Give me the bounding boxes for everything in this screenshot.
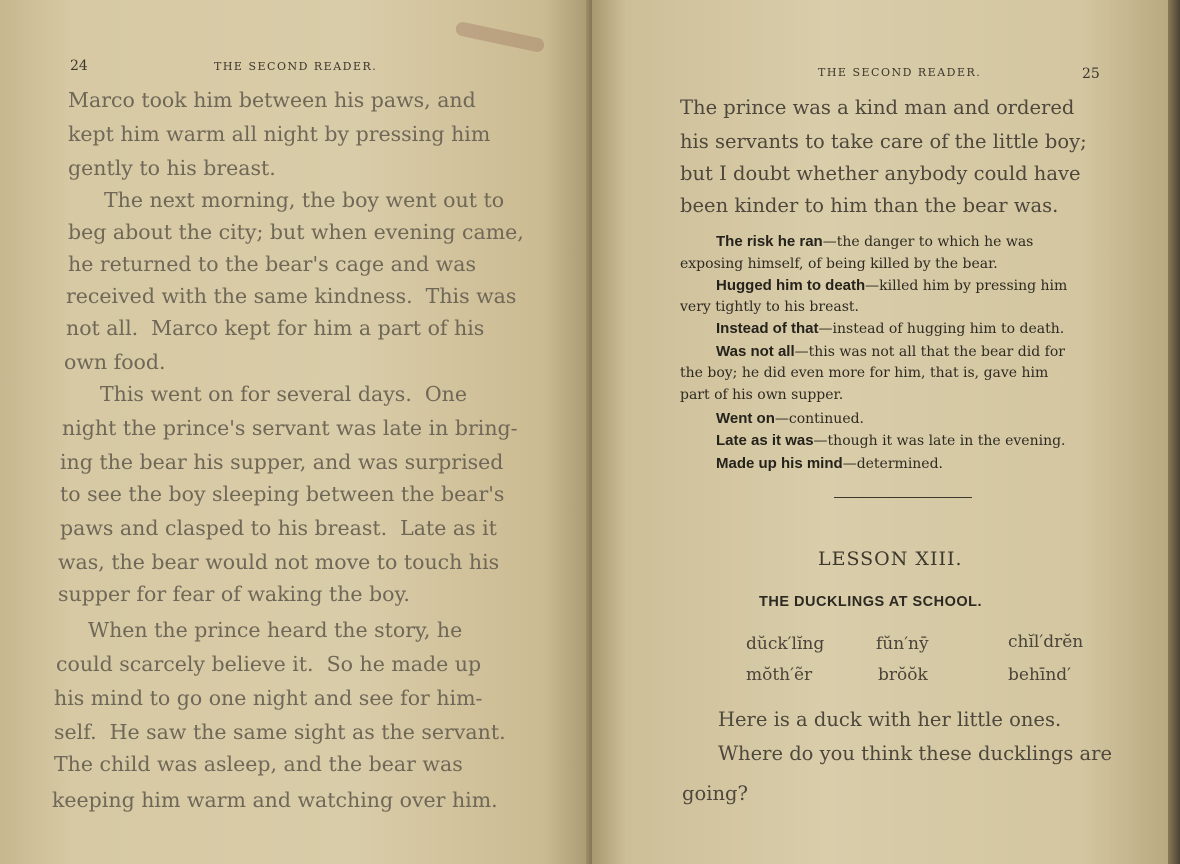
gloss-definition: —continued. <box>774 411 865 427</box>
gloss-definition: —this was not all that the bear did for <box>794 344 1065 360</box>
right-running-header: THE SECOND READER. <box>818 66 982 79</box>
lesson-text-line: Where do you think these ducklings are <box>718 742 1113 765</box>
text-line: The next morning, the boy went out to <box>104 188 505 212</box>
gloss-entry <box>716 233 1033 250</box>
vocabulary-word: mŏth′ẽr <box>746 665 813 685</box>
gloss-definition: —the danger to which he was <box>822 234 1034 250</box>
text-line: could scarcely believe it. So he made up <box>56 652 482 676</box>
text-line: night the prince's servant was late in bring- <box>62 416 518 440</box>
lesson-text-line: Here is a duck with her little ones. <box>718 708 1062 731</box>
text-line: supper for fear of waking the boy. <box>58 582 410 606</box>
gloss-continuation: exposing himself, of being killed by the bear. <box>680 256 998 272</box>
text-line: kept him warm all night by pressing him <box>68 122 491 146</box>
page-stain <box>455 21 546 53</box>
text-line: self. He saw the same sight as the servant. <box>54 720 506 744</box>
text-line: The prince was a kind man and ordered <box>680 96 1075 119</box>
gloss-definition: —determined. <box>842 456 944 472</box>
vocabulary-word: behīnd′ <box>1008 665 1072 685</box>
gloss-entry <box>716 432 1066 449</box>
vocabulary-word: chĭl′drĕn <box>1008 632 1084 652</box>
text-line: beg about the city; but when evening came, <box>68 220 524 244</box>
right-page <box>592 0 1170 864</box>
text-line: his mind to go one night and see for him- <box>54 686 483 710</box>
text-line: This went on for several days. One <box>100 382 468 406</box>
text-line: Marco took him between his paws, and <box>68 88 476 112</box>
lesson-title: LESSON XIII. <box>818 548 963 570</box>
gloss-entry <box>716 410 864 427</box>
vocabulary-word: fŭn′nȳ <box>876 634 929 654</box>
gloss-term: The risk he ran <box>716 233 823 250</box>
gloss-term: Was not all <box>716 343 795 360</box>
text-line: not all. Marco kept for him a part of his <box>66 316 485 340</box>
gloss-definition: —instead of hugging him to death. <box>818 321 1065 337</box>
gloss-term: Hugged him to death <box>716 277 866 294</box>
gloss-term: Instead of that <box>716 320 819 337</box>
text-line: paws and clasped to his breast. Late as it <box>60 516 497 540</box>
gloss-term: Went on <box>716 410 775 427</box>
gloss-continuation: part of his own supper. <box>680 387 844 403</box>
text-line: gently to his breast. <box>68 156 276 180</box>
text-line: to see the boy sleeping between the bear's <box>60 482 505 506</box>
gloss-entry <box>716 320 1064 337</box>
gloss-term: Late as it was <box>716 432 814 449</box>
text-line: When the prince heard the story, he <box>88 618 463 642</box>
book-page-edge <box>1168 0 1180 864</box>
gloss-entry <box>716 277 1067 294</box>
right-page-number: 25 <box>1082 66 1100 82</box>
gloss-entry <box>716 343 1065 360</box>
text-line: but I doubt whether anybody could have <box>680 162 1081 185</box>
left-running-header: THE SECOND READER. <box>214 60 378 73</box>
gloss-term: Made up his mind <box>716 455 843 472</box>
text-line: been kinder to him than the bear was. <box>680 194 1059 217</box>
gloss-continuation: very tightly to his breast. <box>680 299 859 315</box>
text-line: The child was asleep, and the bear was <box>54 752 463 776</box>
lesson-subtitle: THE DUCKLINGS AT SCHOOL. <box>759 594 983 610</box>
text-line: own food. <box>64 350 166 374</box>
section-divider <box>834 497 972 498</box>
vocabulary-word: brŏŏk <box>878 665 928 685</box>
gloss-entry <box>716 455 943 472</box>
gloss-definition: —killed him by pressing him <box>865 278 1068 294</box>
text-line: was, the bear would not move to touch his <box>58 550 500 574</box>
text-line: he returned to the bear's cage and was <box>68 252 476 276</box>
text-line: ing the bear his supper, and was surprised <box>60 450 504 474</box>
text-line: his servants to take care of the little boy; <box>680 130 1087 153</box>
vocabulary-word: dŭck′lĭng <box>746 634 825 654</box>
left-page-number: 24 <box>70 58 88 74</box>
lesson-text-line: going? <box>682 782 748 805</box>
gloss-definition: —though it was late in the evening. <box>813 433 1066 449</box>
text-line: received with the same kindness. This was <box>66 284 517 308</box>
text-line: keeping him warm and watching over him. <box>52 788 498 812</box>
gloss-continuation: the boy; he did even more for him, that is, gave him <box>680 365 1049 381</box>
